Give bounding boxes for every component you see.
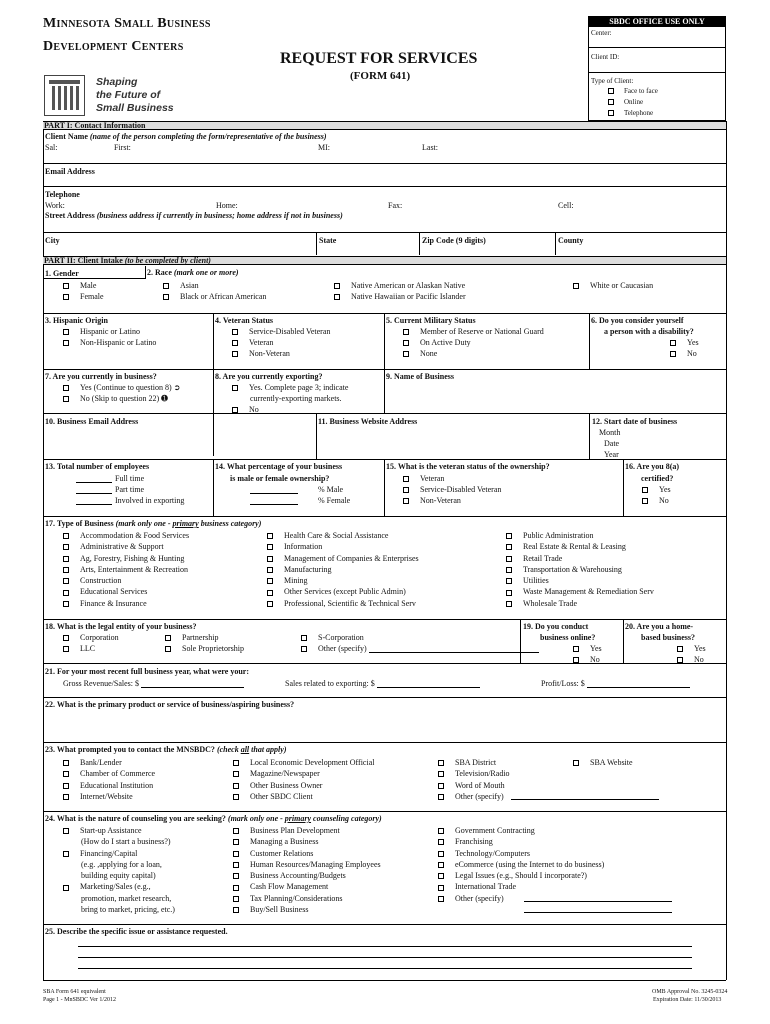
option-row (506, 575, 654, 586)
option-row (63, 904, 175, 915)
option-label: Bank/Lender (80, 758, 122, 767)
option-row (506, 541, 654, 552)
checkbox-other-specify[interactable] (438, 794, 444, 800)
checkbox-reserve[interactable] (403, 329, 409, 335)
option-row (506, 564, 654, 575)
q16-8a-label: 16. Are you 8(a) (625, 462, 680, 471)
checkbox-entity-other[interactable] (301, 646, 307, 652)
checkbox-black[interactable] (163, 294, 169, 300)
home-phone-field[interactable]: Home: (216, 201, 238, 210)
q23-column-2 (233, 757, 374, 802)
marker-icon: ➊ (161, 394, 168, 403)
q23-column-4 (573, 757, 633, 768)
option-row (233, 904, 381, 915)
option-row (233, 859, 381, 870)
building-columns-logo (44, 75, 85, 116)
option-label: Retail Trade (523, 553, 563, 563)
option-label: Management of Companies & Enterprises (284, 553, 419, 563)
checkbox-sole-proprietorship[interactable] (165, 646, 171, 652)
option-row (63, 859, 175, 870)
q10-business-email-field[interactable]: 10. Business Email Address (45, 417, 139, 426)
option-label: Mining (284, 576, 308, 586)
checkbox-waste-management-remediation-serv[interactable] (506, 590, 512, 596)
option-label: Public Administration (523, 531, 594, 540)
option-row (63, 848, 175, 859)
option-label: Franchising (455, 837, 493, 847)
mi-field[interactable]: MI: (318, 143, 330, 152)
checkbox-legal-issues-e-g-should-i-incorporate[interactable] (438, 873, 444, 879)
checkbox-home-based-yes[interactable] (677, 646, 683, 652)
q2-race-label: 2. Race (147, 268, 172, 277)
option-label: Accommodation & Food Services (80, 531, 190, 540)
footer-page-version: Page 1 - MnSBDC Ver 1/2012 (43, 997, 117, 1003)
checkbox-utilities[interactable] (506, 578, 512, 584)
option-row (267, 530, 419, 541)
option-row (63, 870, 175, 881)
option-row (233, 848, 381, 859)
option-row (438, 791, 510, 802)
full-time-input[interactable] (76, 482, 112, 483)
male-percent-input[interactable] (250, 493, 298, 494)
checkbox-human-resources-managing-employees[interactable] (233, 862, 239, 868)
tagline-2: the Future of (96, 89, 161, 101)
q17-business-type-label: 17. Type of Business (45, 519, 114, 528)
option-row (63, 586, 189, 597)
checkbox-government-contracting[interactable] (438, 828, 444, 834)
option-row (63, 825, 175, 836)
q17-column-1 (63, 530, 189, 609)
checkbox-non-hispanic[interactable] (63, 340, 69, 346)
checkbox-disability-no[interactable] (670, 351, 676, 357)
option-label: Manufacturing (284, 564, 332, 574)
q18-legal-entity-label: 18. What is the legal entity of your business? (45, 622, 197, 631)
entity-other-input[interactable] (369, 652, 539, 653)
org-name-line2: Development Centers (43, 39, 184, 54)
checkbox-business-plan-development[interactable] (233, 828, 239, 834)
option-label: Information (284, 542, 323, 552)
checkbox-hispanic[interactable] (63, 329, 69, 335)
checkbox-mining[interactable] (267, 578, 273, 584)
checkbox-military-none[interactable] (403, 351, 409, 357)
option-row (438, 780, 510, 791)
q13-employees-label: 13. Total number of employees (45, 462, 150, 471)
option-label: Other SBDC Client (250, 791, 313, 801)
checkbox-active-duty[interactable] (403, 340, 409, 346)
checkbox-ecommerce-using-the-internet-to-do-busin[interactable] (438, 862, 444, 868)
option-label: Other Services (except Public Admin) (284, 587, 406, 597)
checkbox-health-care-social-assistance[interactable] (267, 533, 273, 539)
option-row (63, 541, 189, 552)
option-label: Customer Relations (250, 848, 314, 858)
last-name-field[interactable]: Last: (422, 143, 438, 152)
option-row (63, 553, 189, 564)
option-row (267, 586, 419, 597)
option-row (267, 541, 419, 552)
option-row (63, 893, 175, 904)
checkbox-local-economic-development-official[interactable] (233, 760, 239, 766)
option-row (233, 881, 381, 892)
option-label: Start-up Assistance (80, 826, 142, 835)
checkbox-own-service-disabled[interactable] (403, 487, 409, 493)
tagline-3: Small Business (96, 102, 174, 114)
checkbox-face-to-face[interactable] (608, 88, 614, 94)
option-row (438, 836, 604, 847)
checkbox-female[interactable] (63, 294, 69, 300)
option-label: SBA District (455, 758, 497, 767)
q4-veteran-label: 4. Veteran Status (215, 316, 274, 325)
checkbox-s-corporation[interactable] (301, 635, 307, 641)
footer-form-equivalent: SBA Form 641 equivalent (43, 989, 106, 995)
issue-line-2[interactable] (78, 957, 692, 958)
option-label: Local Economic Development Official (250, 758, 375, 767)
option-label: promotion, market research, (81, 893, 172, 903)
option-row (63, 575, 189, 586)
start-date-field[interactable]: Date (604, 439, 620, 448)
checkbox-online[interactable] (608, 99, 614, 105)
checkbox-veteran[interactable] (232, 340, 238, 346)
option-row (63, 598, 189, 609)
option-label: Human Resources/Managing Employees (250, 859, 381, 869)
checkbox-in-business-yes[interactable] (63, 385, 69, 391)
checkbox-other-services-except-public-admin[interactable] (267, 590, 273, 596)
county-field[interactable]: County (558, 236, 584, 245)
checkbox-administrative-support[interactable] (63, 544, 69, 550)
referral-other-input[interactable] (511, 799, 659, 800)
part2-heading: PART II: Client Intake (to be completed by client) (43, 256, 726, 265)
q9-business-name-field[interactable]: 9. Name of Business (386, 372, 455, 381)
part-time-input[interactable] (76, 493, 112, 494)
option-row (506, 598, 654, 609)
exporting-employees-input[interactable] (76, 504, 112, 505)
checkbox-tax-planning-considerations[interactable] (233, 896, 239, 902)
option-label: Finance & Insurance (80, 598, 147, 608)
option-label: Health Care & Social Assistance (284, 531, 389, 540)
checkbox-accommodation-food-services[interactable] (63, 533, 69, 539)
option-label: Marketing/Sales (e.g., (80, 882, 151, 892)
option-row (63, 791, 155, 802)
form-number: (FORM 641) (350, 70, 411, 82)
client-name-label: Client Name (45, 132, 88, 141)
option-row (233, 768, 374, 779)
option-label: Waste Management & Remediation Serv (523, 587, 654, 597)
option-label: Cash Flow Management (250, 882, 329, 892)
option-row (438, 881, 604, 892)
checkbox-educational-institution[interactable] (63, 783, 69, 789)
option-label: Government Contracting (455, 826, 535, 835)
checkbox-native-hawaiian[interactable] (334, 294, 340, 300)
female-percent-input[interactable] (250, 504, 298, 505)
checkbox-international-trade[interactable] (438, 885, 444, 891)
checkbox-construction[interactable] (63, 578, 69, 584)
q12-start-date-label: 12. Start date of business (592, 417, 678, 426)
checkbox-magazine-newspaper[interactable] (233, 771, 239, 777)
option-label: bring to market, pricing, etc.) (81, 905, 175, 915)
q23-referral-label: 23. What prompted you to contact the MNSBDC? (45, 745, 215, 754)
option-label: Wholesale Trade (523, 598, 577, 608)
checkbox-other-sbdc-client[interactable] (233, 794, 239, 800)
option-label: Legal Issues (e.g., Should I incorporate?) (455, 871, 587, 881)
option-label: Tax Planning/Considerations (250, 893, 343, 903)
checkbox-in-business-no[interactable] (63, 396, 69, 402)
option-row (506, 530, 654, 541)
checkbox-chamber-of-commerce[interactable] (63, 771, 69, 777)
counseling-other-input-2[interactable] (524, 912, 672, 913)
option-row (267, 598, 419, 609)
option-row (573, 757, 633, 768)
columns-icon (45, 76, 84, 115)
option-label: Chamber of Commerce (80, 769, 156, 779)
option-row (63, 780, 155, 791)
checkbox-information[interactable] (267, 544, 273, 550)
option-label: Professional, Scientific & Technical Serv (284, 598, 416, 608)
checkbox-manufacturing[interactable] (267, 567, 273, 573)
option-label: Television/Radio (455, 769, 510, 779)
start-year-field[interactable]: Year (604, 450, 619, 459)
checkbox-exporting-yes[interactable] (232, 385, 238, 391)
q17-column-3 (506, 530, 654, 609)
checkbox-own-non-veteran[interactable] (403, 498, 409, 504)
street-address-field[interactable]: Street Address (45, 211, 95, 220)
checkbox-financing-capital[interactable] (63, 851, 69, 857)
q24-column-1 (63, 825, 175, 915)
office-use-heading: SBDC OFFICE USE ONLY (589, 17, 725, 27)
option-label: Educational Services (80, 587, 148, 597)
option-row (233, 825, 381, 836)
checkbox-llc[interactable] (63, 646, 69, 652)
email-field[interactable]: Email Address (45, 167, 95, 176)
option-row (438, 757, 510, 768)
checkbox-male[interactable] (63, 283, 69, 289)
profit-loss-input[interactable] (587, 687, 690, 688)
option-label: International Trade (455, 882, 517, 892)
q21-financials-label: 21. For your most recent full business year, what were your: (45, 667, 249, 676)
checkbox-real-estate-rental-leasing[interactable] (506, 544, 512, 550)
checkbox-other-business-owner[interactable] (233, 783, 239, 789)
footer-omb-approval: OMB Approval No. 3245-0324 (652, 989, 728, 995)
option-label: building equity capital) (81, 871, 156, 881)
q14-ownership-label: 14. What percentage of your business (215, 462, 343, 471)
checkbox-8a-yes[interactable] (642, 487, 648, 493)
org-name-line1: Minnesota Small Business (43, 16, 211, 31)
start-month-field[interactable]: Month (599, 428, 621, 437)
q3-hispanic-label: 3. Hispanic Origin (45, 316, 108, 325)
type-of-client-label: Type of Client: (591, 77, 634, 85)
option-row (267, 575, 419, 586)
part1-heading: PART I: Contact Information (43, 121, 726, 130)
q22-primary-product-field[interactable]: 22. What is the primary product or service of business/aspiring business? (45, 700, 295, 709)
checkbox-wholesale-trade[interactable] (506, 601, 512, 607)
option-label: Administrative & Support (80, 542, 164, 552)
option-label: Utilities (523, 576, 549, 586)
checkbox-buy-sell-business[interactable] (233, 907, 239, 913)
option-row (233, 757, 374, 768)
checkbox-online-yes[interactable] (573, 646, 579, 652)
checkbox-public-administration[interactable] (506, 533, 512, 539)
q24-column-2 (233, 825, 381, 915)
center-label: Center: (591, 29, 612, 37)
option-label: Magazine/Newspaper (250, 769, 320, 779)
option-row (233, 791, 374, 802)
q25-issue-label: 25. Describe the specific issue or assistance requested. (45, 927, 228, 936)
option-row (438, 870, 604, 881)
option-row (233, 893, 381, 904)
issue-line-3[interactable] (78, 968, 692, 969)
q23-column-3 (438, 757, 510, 802)
option-label: Other Business Owner (250, 780, 323, 790)
option-row (438, 848, 604, 859)
option-label: Business Plan Development (250, 826, 340, 835)
option-label: Business Accounting/Budgets (250, 871, 346, 881)
option-label: Word of Mouth (455, 780, 505, 790)
checkbox-management-of-companies-enterprises[interactable] (267, 556, 273, 562)
checkbox-ag-forestry-fishing-hunting[interactable] (63, 556, 69, 562)
checkbox-own-veteran[interactable] (403, 476, 409, 482)
checkbox-native-american[interactable] (334, 283, 340, 289)
checkbox-internet-website[interactable] (63, 794, 69, 800)
q17-column-2 (267, 530, 419, 609)
option-label: (How do I start a business?) (81, 837, 171, 847)
q19-online-label: 19. Do you conduct (523, 622, 589, 631)
option-label: (e.g. ,applying for a loan, (81, 859, 162, 869)
cell-field[interactable]: Cell: (558, 201, 574, 210)
option-label: Arts, Entertainment & Recreation (80, 564, 188, 574)
gross-revenue-input[interactable] (141, 687, 244, 688)
checkbox-marketing-sales-e-g[interactable] (63, 885, 69, 891)
telephone-label: Telephone (45, 190, 80, 199)
checkbox-sba-website[interactable] (573, 760, 579, 766)
option-label: Educational Institution (80, 780, 154, 790)
arrow-right-icon: ➲ (173, 383, 181, 392)
option-row (63, 530, 189, 541)
option-label: Other (specify) (455, 791, 504, 801)
page-title: REQUEST FOR SERVICES (280, 50, 478, 67)
checkbox-bank-lender[interactable] (63, 760, 69, 766)
option-label: Real Estate & Rental & Leasing (523, 542, 626, 552)
checkbox-customer-relations[interactable] (233, 851, 239, 857)
q6-disability-label: 6. Do you consider yourself (591, 316, 684, 325)
checkbox-asian[interactable] (163, 283, 169, 289)
q7-in-business-label: 7. Are you currently in business? (45, 372, 157, 381)
q23-column-1 (63, 757, 155, 802)
counseling-other-input-1[interactable] (524, 901, 672, 902)
checkbox-educational-services[interactable] (63, 590, 69, 596)
option-row (233, 836, 381, 847)
q24-counseling-label: 24. What is the nature of counseling you are seeking? (45, 814, 226, 823)
q1-gender-label: 1. Gender (45, 269, 79, 278)
fax-field[interactable]: Fax: (388, 201, 403, 210)
option-label: Buy/Sell Business (250, 905, 309, 915)
checkbox-disability-yes[interactable] (670, 340, 676, 346)
option-row (267, 564, 419, 575)
q5-military-label: 5. Current Military Status (386, 316, 476, 325)
q15-veteran-ownership-label: 15. What is the veteran status of the ownership? (386, 462, 550, 471)
option-row (438, 825, 604, 836)
option-row (438, 859, 604, 870)
option-label: Other (specify) (455, 893, 504, 903)
client-id-label: Client ID: (591, 53, 620, 61)
checkbox-transportation-warehousing[interactable] (506, 567, 512, 573)
checkbox-non-veteran[interactable] (232, 351, 238, 357)
checkbox-managing-a-business[interactable] (233, 839, 239, 845)
option-row (506, 586, 654, 597)
checkbox-white[interactable] (573, 283, 579, 289)
option-row (233, 870, 381, 881)
first-name-field[interactable]: First: (114, 143, 131, 152)
option-label: Construction (80, 576, 122, 586)
checkbox-service-disabled-veteran[interactable] (232, 329, 238, 335)
option-label: Technology/Computers (455, 848, 530, 858)
option-row (63, 836, 175, 847)
checkbox-cash-flow-management[interactable] (233, 885, 239, 891)
option-row (63, 564, 189, 575)
option-row (63, 881, 175, 892)
option-label: SBA Website (590, 758, 633, 767)
footer-expiration: Expiration Date: 11/30/2013 (653, 997, 722, 1003)
option-row (233, 780, 374, 791)
option-row (506, 553, 654, 564)
checkbox-arts-entertainment-recreation[interactable] (63, 567, 69, 573)
checkbox-sba-district[interactable] (438, 760, 444, 766)
sal-field[interactable]: Sal: (45, 143, 58, 152)
checkbox-word-of-mouth[interactable] (438, 783, 444, 789)
option-label: Internet/Website (80, 791, 133, 801)
city-field[interactable]: City (45, 236, 60, 245)
q20-home-based-label: 20. Are you a home- (625, 622, 694, 631)
zip-field[interactable]: Zip Code (9 digits) (422, 236, 486, 245)
checkbox-other-specify[interactable] (438, 896, 444, 902)
option-label: Transportation & Warehousing (523, 564, 622, 574)
work-phone-field[interactable]: Work: (45, 201, 65, 210)
checkbox-finance-insurance[interactable] (63, 601, 69, 607)
checkbox-corporation[interactable] (63, 635, 69, 641)
checkbox-franchising[interactable] (438, 839, 444, 845)
state-field[interactable]: State (319, 236, 337, 245)
export-sales-input[interactable] (377, 687, 480, 688)
checkbox-telephone[interactable] (608, 110, 614, 116)
checkbox-8a-no[interactable] (642, 498, 648, 504)
option-label: eCommerce (using the Internet to do business) (455, 859, 605, 869)
option-label: Financing/Capital (80, 848, 138, 858)
option-row (63, 757, 155, 768)
checkbox-professional-scientific-technical-serv[interactable] (267, 601, 273, 607)
checkbox-retail-trade[interactable] (506, 556, 512, 562)
tagline-1: Shaping (96, 76, 138, 88)
option-row (267, 553, 419, 564)
q11-business-website-field[interactable]: 11. Business Website Address (318, 417, 418, 426)
checkbox-partnership[interactable] (165, 635, 171, 641)
q8-exporting-label: 8. Are you currently exporting? (215, 372, 323, 381)
option-row (63, 768, 155, 779)
option-label: Ag, Forestry, Fishing & Hunting (80, 553, 185, 563)
checkbox-start-up-assistance[interactable] (63, 828, 69, 834)
checkbox-technology-computers[interactable] (438, 851, 444, 857)
checkbox-business-accounting-budgets[interactable] (233, 873, 239, 879)
option-label: Managing a Business (250, 837, 319, 847)
issue-line-1[interactable] (78, 946, 692, 947)
checkbox-television-radio[interactable] (438, 771, 444, 777)
option-row (438, 768, 510, 779)
